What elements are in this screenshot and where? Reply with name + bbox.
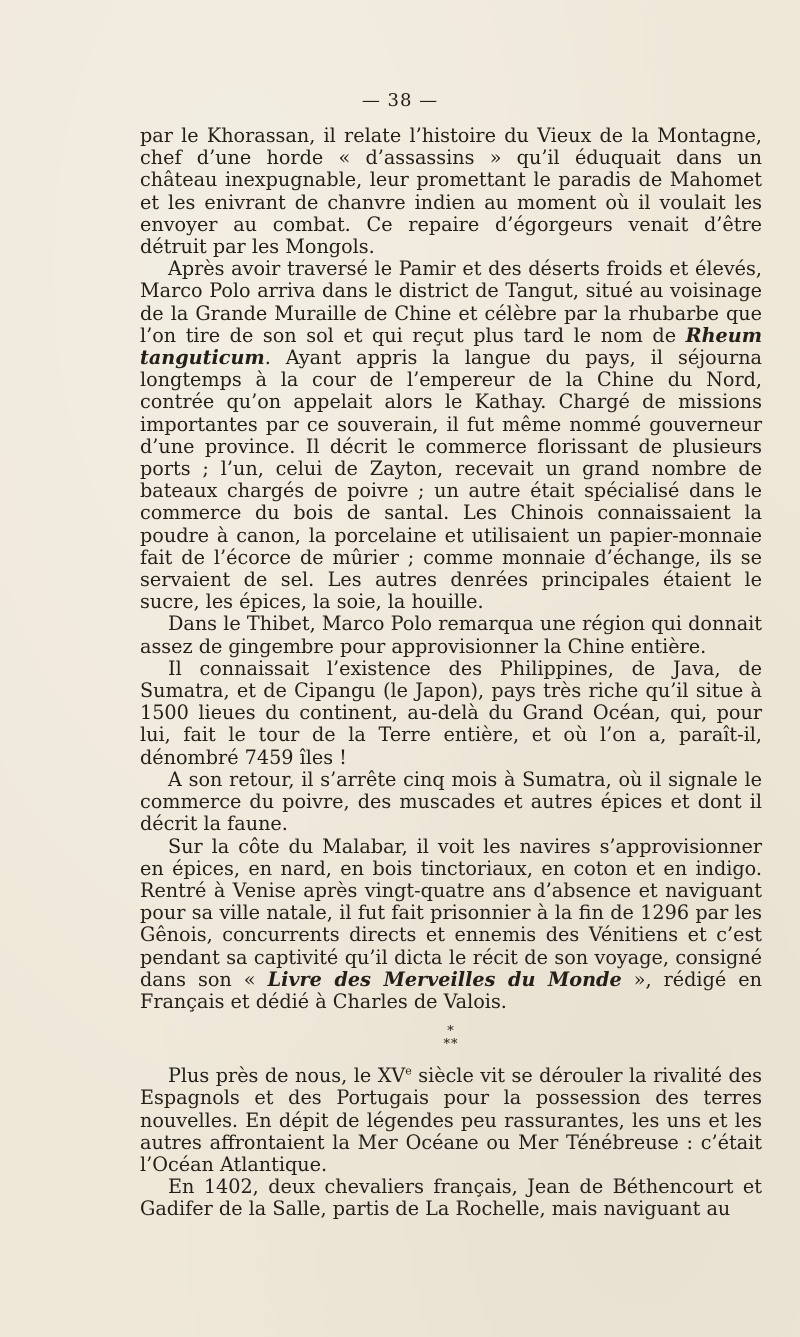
book-title: Livre des Merveilles du Monde [267, 967, 622, 991]
asterism-bottom: ** [443, 1037, 459, 1053]
paragraph-1402: En 1402, deux chevaliers français, Jean de Béthencourt et Gadifer de la Salle, partis de La Rochelle, mais naviguant au [140, 1175, 762, 1221]
page-number: — 38 — [361, 90, 439, 111]
paragraph-sumatra: A son retour, il s’arrête cinq mois à Sumatra, où il signale le commerce du poivre, des muscades et autres épices et dont il décrit la faune. [140, 767, 762, 836]
body-text [140, 125, 762, 1221]
latin-term: Rheum tanguticum [140, 323, 762, 370]
century-superscript: e [405, 1064, 412, 1078]
paragraph-tangut: Après avoir traversé le Pamir et des déserts froids et élevés, Marco Polo arriva dans le district de Tangut, situé au voisinage de la Grande Muraille de Chine et célèbre par la rhubarbe que l’on tire de son sol et qui reçut plus tard le nom de Rheum tanguticum. Ayant appris la langue du pays, il séjourna longtemps à la cour de l’empereur de la Chine du Nord, contrée qu’on appelait alors le Kathay. Chargé de missions importantes par ce souverain, il fut même nommé gouverneur d’une province. Il décrit le commerce florissant de plusieurs ports ; l’un, celui de Zayton, recevait un grand nombre de bateaux chargés de poivre ; un autre était spécialisé dans le commerce du bois de santal. Les Chinois connaissaient la poudre à canon, la porcelaine et utilisaient un papier-monnaie fait de l’écorce de mûrier ; comme monnaie d’échange, ils se servaient de sel. Les autres denrées principales étaient le sucre, les épices, la soie, la houille. [140, 257, 762, 614]
paragraph-malabar: Sur la côte du Malabar, il voit les navires s’approvisionner en épices, en nard, en bois tinctoriaux, en coton et en indigo. Rentré à Venise après vingt-quatre ans d’absence et naviguant pour sa ville natale, il fut fait prisonnier à la fin de 1296 par les Gênois, concurrents directs et ennemis des Vénitiens et c’est pendant sa captivité qu’il dicta le récit de son voyage, consigné dans son « Livre des Merveilles du Monde », rédigé en Français et dédié à Charles de Valois. [140, 834, 762, 1013]
asterism-top: * [447, 1024, 455, 1040]
paragraph-khorassan: par le Khorassan, il relate l’histoire du Vieux de la Montagne, chef d’une horde « d’assassins » qu’il éduquait dans un château inexpugnable, leur promettant le paradis de Mahomet et les enivrant de chanvre indien au moment où il voulait les envoyer au combat. Ce repaire d’égorgeurs venait d’être détruit par les Mongols. [140, 124, 762, 259]
paragraph-thibet: Dans le Thibet, Marco Polo remarqua une région qui donnait assez de gingembre pour approvisionner la Chine entière. [140, 612, 762, 658]
paragraph-philippines: Il connaissait l’existence des Philippines, de Java, de Sumatra, et de Cipangu (le Japon), pays très riche qu’il situe à 1500 lieues du continent, au-delà du Grand Océan, qui, pour lui, fait le tour de la Terre entière, et où l’on a, paraît-il, dénombré 7459 îles ! [140, 656, 762, 769]
paragraph-xv-century: Plus près de nous, le XVe siècle vit se dérouler la rivalité des Espagnols et des Portugais pour la possession des terres nouvelles. En dépit de légendes peu rassurantes, les uns et les autres affrontaient la Mer Océane ou Mer Ténébreuse : c’était l’Océan Atlantique. [140, 1064, 762, 1176]
section-separator [140, 1025, 762, 1051]
